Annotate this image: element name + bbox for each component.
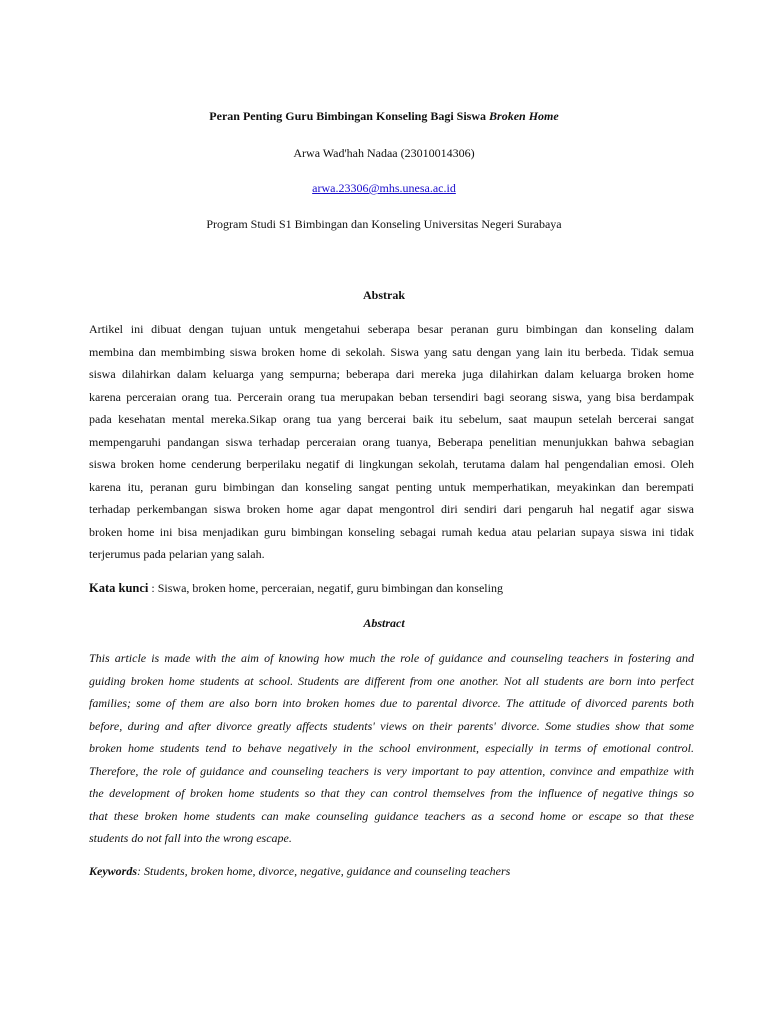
abstrak-line: mempengaruhi pandangan siswa terhadap perceraian orang tuanya, Beberapa penelitian menunjukkan bahwa sebagian (89, 434, 694, 449)
author-email-link[interactable]: arwa.23306@mhs.unesa.ac.id (312, 181, 456, 195)
abstract-paragraph (89, 647, 694, 850)
abstract-line: families; some of them are also born into broken homes due to parental divorce. The attitude of divorced parents both (89, 696, 694, 710)
author-name: Arwa Wad'hah Nadaa (23010014306) (293, 146, 475, 160)
abstract-line: students do not fall into the wrong escape. (89, 831, 292, 845)
abstract-line: broken home students tend to behave negatively in the school environment, especially in terms of emotional control. (89, 741, 694, 755)
abstrak-line: Artikel ini dibuat dengan tujuan untuk mengetahui seberapa besar peranan guru bimbingan dan konseling dalam (89, 322, 694, 336)
kata-kunci-label: Kata kunci (89, 581, 149, 595)
abstract-heading: Abstract (363, 616, 405, 630)
abstract-line: that these broken home students can make counseling guidance teachers as a second home or escape so that these (89, 808, 694, 823)
abstrak-line: karena itu, peranan guru bimbingan dan konseling sangat penting untuk memperhatikan, meyakinkan dan berempati (89, 479, 694, 494)
abstrak-line: broken home ini bisa menjadikan guru bimbingan konseling sebagai rumah kedua atau pelarian supaya siswa ini tidak (89, 524, 694, 539)
kata-kunci (89, 581, 503, 596)
keywords (89, 864, 510, 879)
abstrak-line: siswa broken home cenderung berperilaku negatif di lingkungan sekolah, terutama dalam hal pengendalian emosi. Oleh (89, 457, 694, 471)
abstrak-line: karena perceraian orang tua. Percerain orang tua merupakan beban tersendiri bagi seorang siswa, yang bisa berdampak (89, 389, 694, 404)
abstract-line: Therefore, the role of guidance and counseling teachers is very important to pay attention, convince and empathize with (89, 763, 694, 778)
abstract-line: the development of broken home students so that they can control themselves from the influence of negative things so (89, 786, 694, 800)
paper-title (0, 109, 768, 124)
abstract-line: This article is made with the aim of knowing how much the role of guidance and counseling teachers in fostering and (89, 651, 694, 665)
paper-title-main: Peran Penting Guru Bimbingan Konseling Bagi Siswa (209, 109, 490, 123)
abstract-line: guiding broken home students at school. Students are different from one another. Not all students are born into perfect (89, 673, 694, 688)
abstrak-line: terhadap perkembangan siswa broken home agar dapat mengontrol diri sendiri dari pengaruh hal negatif agar siswa (89, 502, 694, 516)
author-affiliation: Program Studi S1 Bimbingan dan Konseling Universitas Negeri Surabaya (206, 217, 562, 231)
kata-kunci-text: : Siswa, broken home, perceraian, negatif, guru bimbingan dan konseling (148, 581, 503, 595)
abstract-line: before, during and after divorce greatly affects students' views on their parents' divorce. Some studies show that some (89, 718, 694, 733)
abstrak-paragraph (89, 318, 694, 566)
abstrak-line: membina dan membimbing siswa broken home di sekolah. Siswa yang satu dengan yang lain itu berbeda. Tidak semua (89, 344, 694, 359)
keywords-label: Keywords (89, 864, 137, 878)
paper-title-italic: Broken Home (489, 109, 559, 123)
abstrak-heading: Abstrak (362, 288, 405, 302)
abstrak-line: siswa dilahirkan dalam keluarga yang sempurna; beberapa dari mereka juga dilahirkan dalam keluarga broken home (89, 367, 694, 381)
keywords-text: : Students, broken home, divorce, negative, guidance and counseling teachers (137, 864, 511, 878)
abstrak-line: terjerumus pada pelarian yang salah. (89, 547, 265, 561)
abstrak-line: pada kesehatan mental mereka.Sikap orang tua yang bercerai baik itu sebelum, saat maupun setelah bercerai sangat (89, 412, 694, 426)
